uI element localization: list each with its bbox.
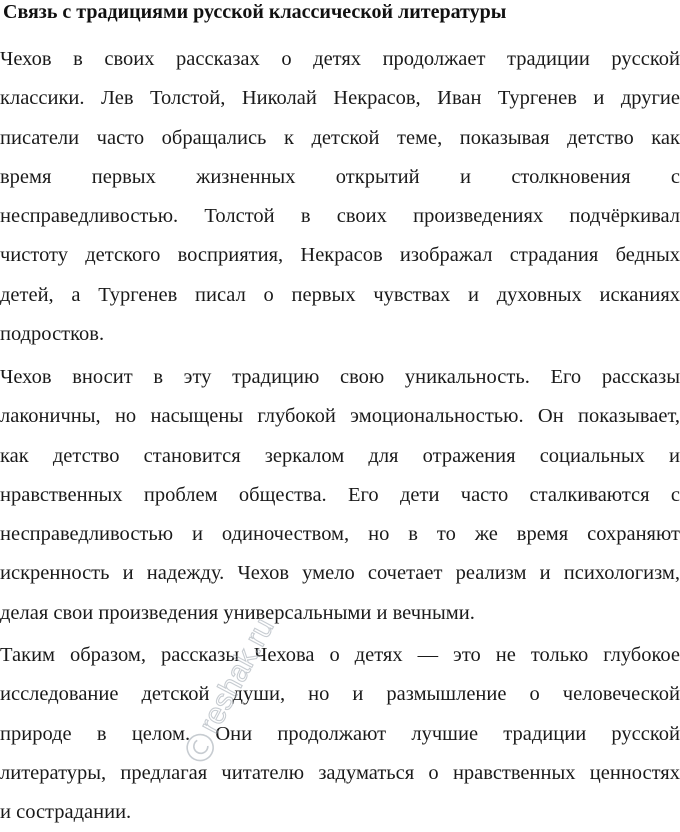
text-line: классики. Лев Толстой, Николай Некрасов, Иван Тургенев и другие	[0, 87, 680, 110]
text-line: Таким образом, рассказы Чехова о детях — это не только глубокое	[0, 644, 680, 666]
text-line: Чехов в своих рассказах о детях продолжает традиции русской	[0, 48, 680, 70]
text-line: природе в целом. Они продолжают лучшие традиции русской	[0, 722, 680, 745]
text-line: несправедливостью. Толстой в своих произведениях подчёркивал	[0, 205, 680, 228]
text-line: исследование детской души, но и размышление о человеческой	[0, 683, 680, 706]
text-line: нравственных проблем общества. Его дети часто сталкиваются с	[0, 483, 680, 506]
text-line: писатели часто обращались к детской теме, показывая детство как	[0, 126, 680, 149]
text-line: делая свои произведения универсальными и вечными.	[0, 601, 475, 624]
text-line: литературы, предлагая читателю задуматься о нравственных ценностях	[0, 761, 680, 784]
paragraph-tradition	[0, 40, 680, 354]
text-line: лаконичны, но насыщены глубокой эмоциональностью. Он показывает,	[0, 405, 680, 428]
text-line: чистоту детского восприятия, Некрасов изображал страдания бедных	[0, 244, 680, 267]
text-line: подростков.	[0, 323, 105, 346]
paragraph-conclusion	[0, 636, 680, 832]
text-line: детей, а Тургенев писал о первых чувствах и духовных исканиях	[0, 283, 680, 306]
text-line: как детство становится зеркалом для отражения социальных и	[0, 444, 680, 467]
watermark-text: reshak.ru	[192, 618, 281, 739]
text-line: и сострадании.	[0, 801, 132, 824]
paragraph-uniqueness	[0, 358, 680, 633]
text-line: искренность и надежду. Чехов умело сочетает реализм и психологизм,	[0, 562, 680, 585]
text-line: несправедливостью и одиночеством, но в то же время сохраняют	[0, 523, 680, 546]
text-line: Чехов вносит в эту традицию свою уникальность. Его рассказы	[0, 366, 680, 388]
section-heading: Связь с традициями русской классической литературы	[3, 1, 507, 23]
text-line: время первых жизненных открытий и столкновения с	[0, 165, 680, 188]
